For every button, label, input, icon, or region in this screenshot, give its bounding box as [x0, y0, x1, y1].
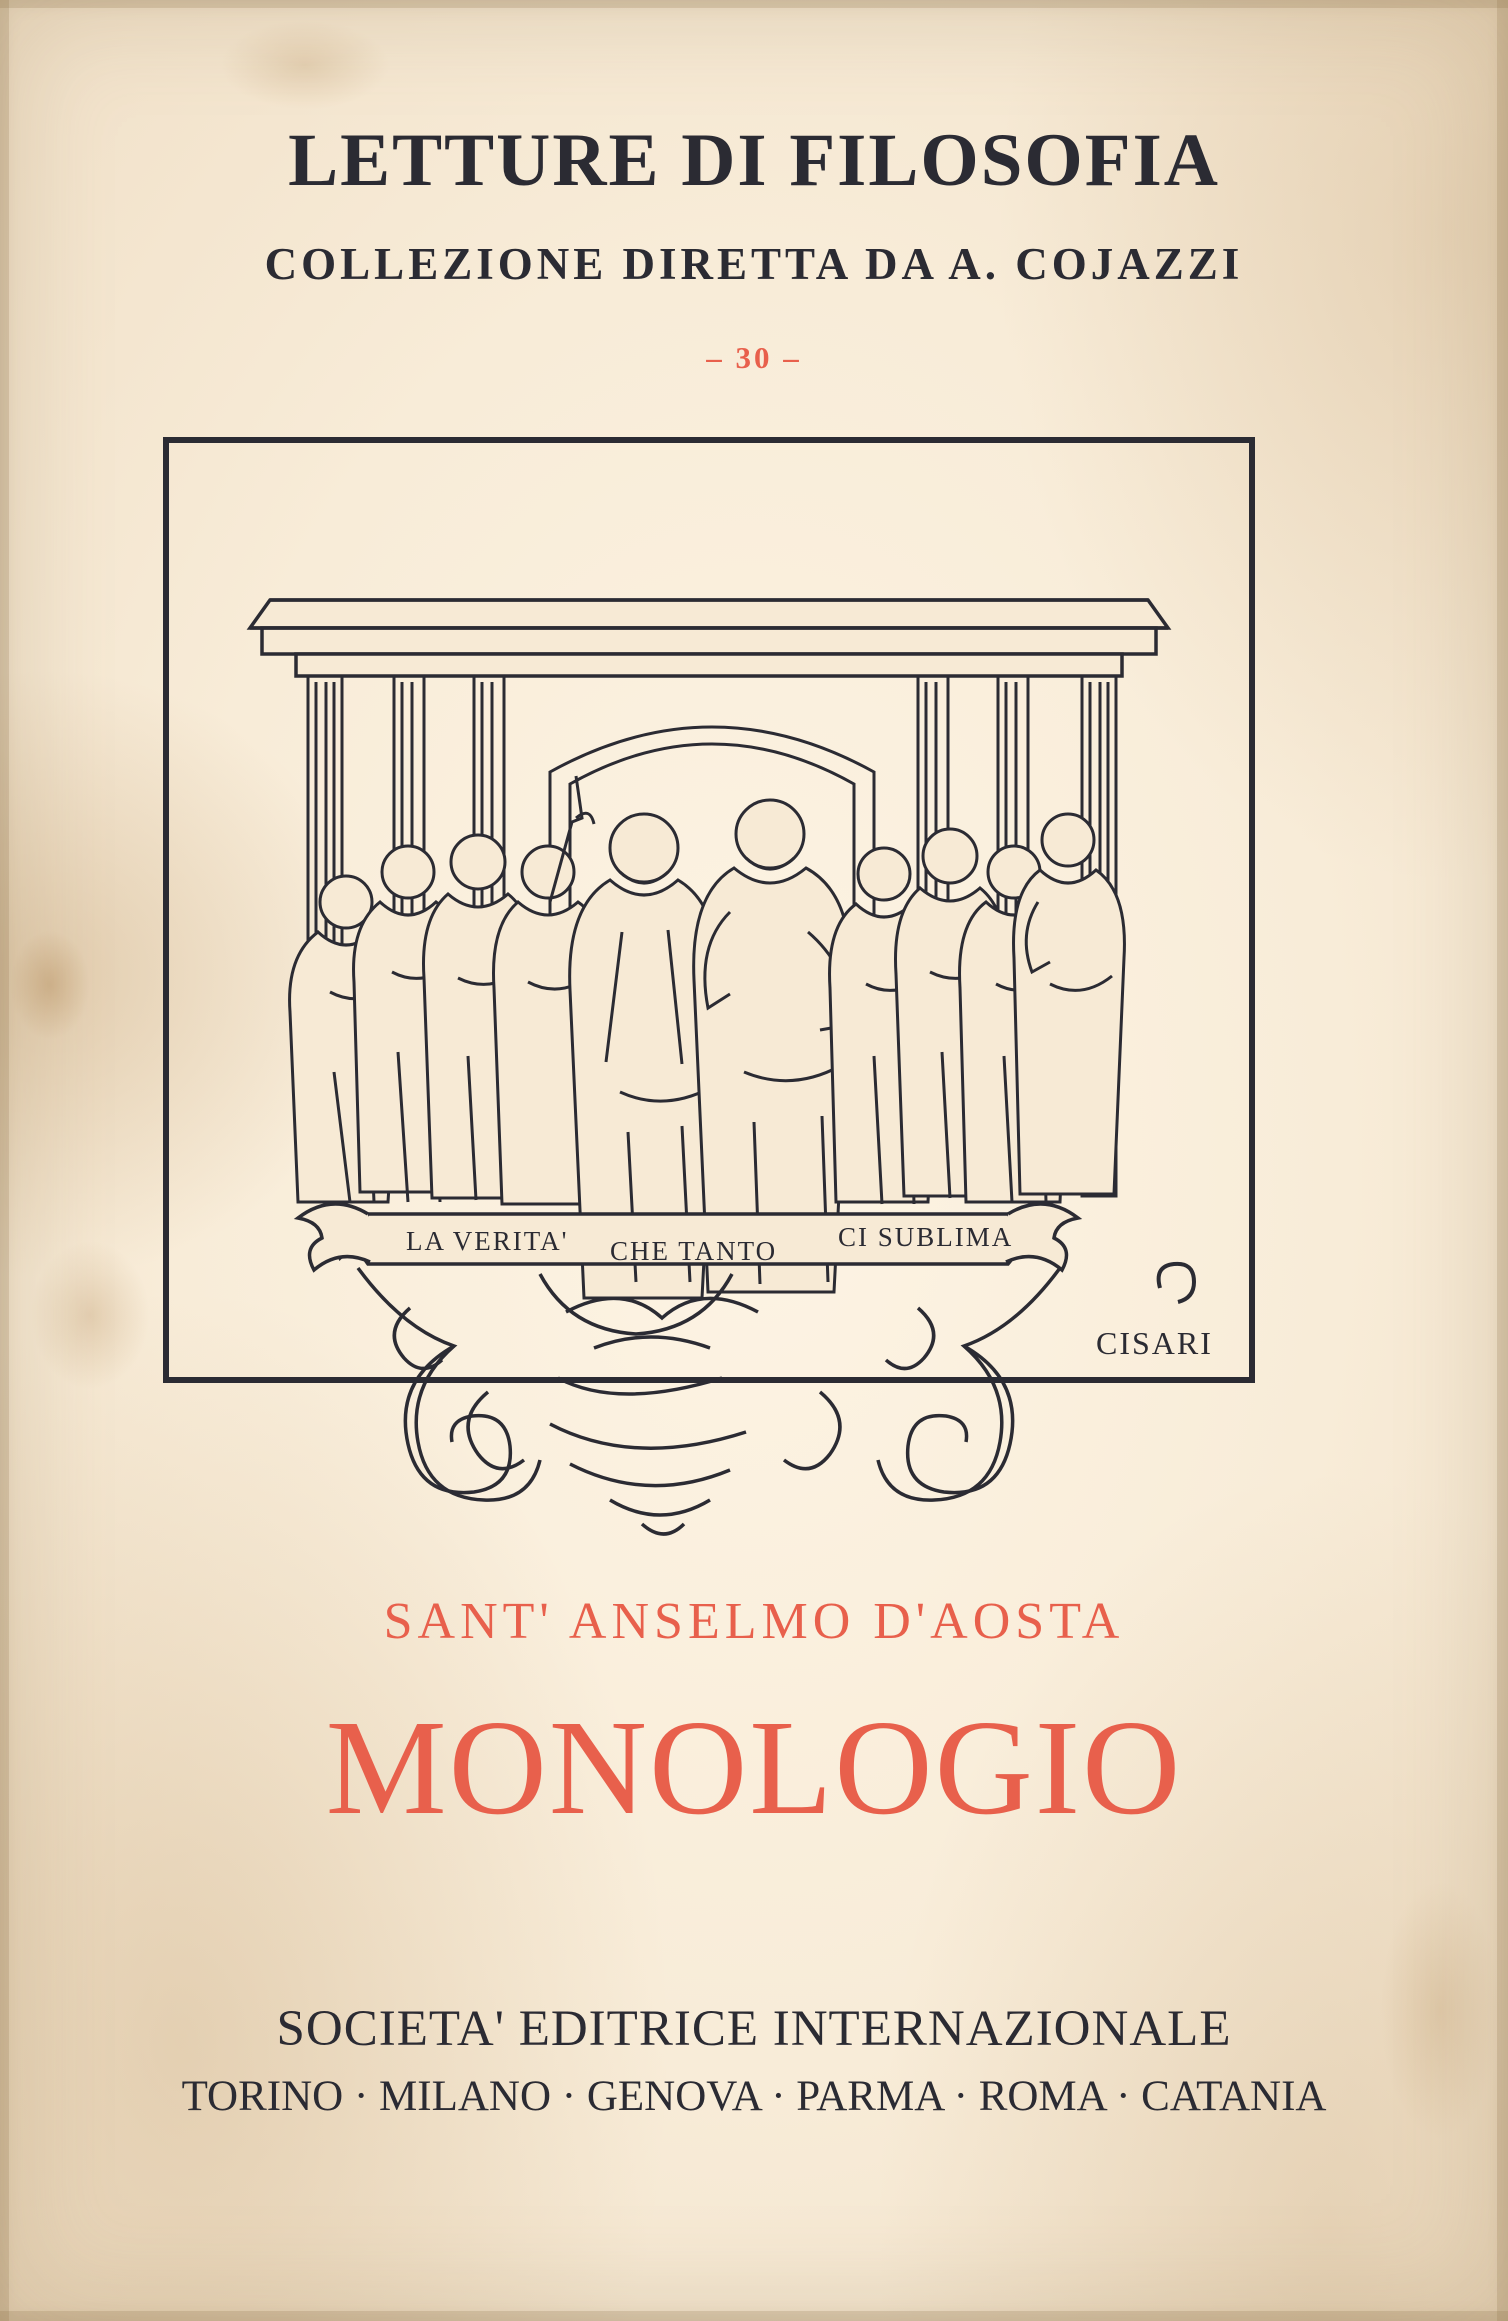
- motto-left-text: LA VERITA': [406, 1226, 569, 1256]
- paper-stain: [30, 1240, 150, 1390]
- publisher-name: SOCIETA' EDITRICE INTERNAZIONALE: [276, 2001, 1232, 2057]
- publisher-cities: TORINO · MILANO · GENOVA · PARMA · ROMA · CATANIA: [181, 2073, 1327, 2120]
- series-title: LETTURE DI FILOSOFIA: [288, 119, 1220, 202]
- book-main-title: MONOLOGIO: [325, 1693, 1183, 1843]
- series-number: – 30 –: [706, 340, 802, 375]
- paper-edge-top: [0, 0, 1508, 8]
- artist-signature-text: CISARI: [1096, 1325, 1213, 1361]
- motto-right-text: CI SUBLIMA: [838, 1222, 1014, 1252]
- book-author: SANT' ANSELMO D'AOSTA: [383, 1593, 1125, 1650]
- paper-stain: [10, 930, 90, 1040]
- paper-edge-bottom: [0, 2311, 1508, 2321]
- paper-stain: [220, 20, 390, 110]
- cover-illustration: [158, 432, 1260, 1552]
- series-subtitle: COLLEZIONE DIRETTA DA A. COJAZZI: [264, 239, 1244, 289]
- motto-center-text: CHE TANTO: [610, 1236, 778, 1266]
